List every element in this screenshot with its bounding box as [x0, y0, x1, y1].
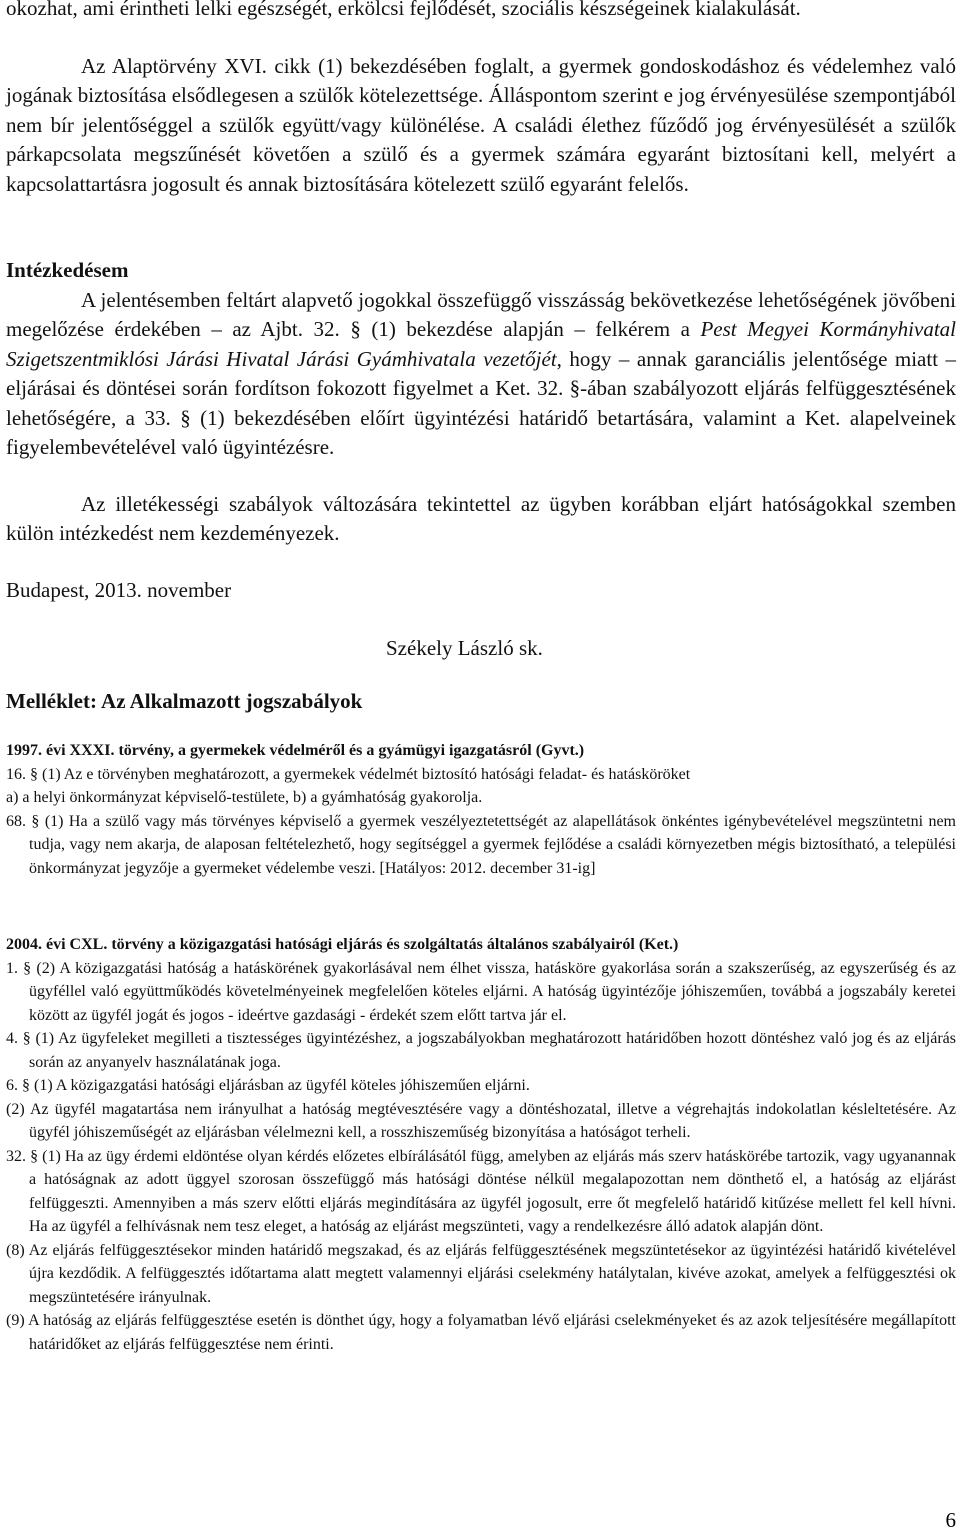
document-page: [6, 0, 956, 1537]
measure-text-b: , hogy – annak garanciális jelentősége miatt – eljárásai és döntései során fordítson fokozott figyelmet a Ket. 32. §-ában szabályozott eljárás felfüggesztésének lehetőségére, a 33. § (1) bekezdésében előírt ügyintézési határidő betartására, valamint a Ket. alapelveinek figyelembevételével való ügyintézésre.: [6, 346, 957, 460]
measure-text-a: A jelentésemben feltárt alapvető jogokkal összefüggő visszásság bekövetkezése lehetőségének jövőbeni megelőzése érdekében – az Ajbt. 32. § (1) bekezdése alapján – felkérem a: [6, 288, 956, 342]
ket-section-1: 1. § (2) A közigazgatási hatóság a hatáskörének gyakorlásával nem élhet vissza, hatásköre gyakorlása során a szakszerűség, az egyszerűség és az ügyféllel való együttműködés követelményeinek megfelelően köteles eljárni. A hatóság ügyintézője jóhiszeműen, továbbá a jogszabály keretei között az ügyfél jogát és jogos - ideértve gazdasági - érdekét szem előtt tartva jár el.: [6, 959, 956, 1024]
annex-title: Melléklet: Az Alkalmazott jogszabályok: [6, 689, 363, 713]
law-ket-title: 2004. évi CXL. törvény a közigazgatási hatósági eljárás és szolgáltatás általános szabályairól (Ket.): [6, 936, 679, 953]
place-date: Budapest, 2013. november: [6, 578, 232, 602]
law-gyvt: [6, 739, 956, 880]
ket-section-4: 4. § (1) Az ügyfeleket megilleti a tisztességes ügyintézéshez, a jogszabályokban meghatározott határidőben hozott döntéshez való jog és az eljárás során az anyanyelv használatának joga.: [6, 1030, 956, 1071]
gyvt-section-16-items: a) a helyi önkormányzat képviselő-testülete, b) a gyámhatóság gyakorolja.: [6, 789, 483, 806]
measure-paragraph-1: [6, 286, 956, 462]
signature: Székely László sk.: [386, 636, 543, 660]
ket-section-6: 6. § (1) A közigazgatási hatósági eljárásban az ügyfél köteles jóhiszeműen eljárni.: [6, 1077, 530, 1094]
gyvt-section-68: 68. § (1) Ha a szülő vagy más törvényes képviselő a gyermek veszélyeztetettségét az alapellátások önkéntes igénybevételével megszüntetni nem tudja, vagy nem akarja, de alaposan feltételezhető, hogy segítséggel a gyermek fejlődése a családi környezetben mégis biztosítható, a települési önkormányzat jegyzője a gyermeket védelembe veszi. [Hatályos: 2012. december 31-ig]: [6, 812, 956, 877]
page-number: 6: [945, 1508, 956, 1532]
law-gyvt-title: 1997. évi XXXI. törvény, a gyermekek védelméről és a gyámügyi igazgatásról (Gyvt.): [6, 742, 585, 759]
law-ket: [6, 933, 956, 1356]
measure-paragraph-2: Az illetékességi szabályok változására tekintettel az ügyben korábban eljárt hatóságokkal szemben külön intézkedést nem kezdeményezek.: [6, 492, 956, 546]
ket-section-32-9: (9) A hatóság az eljárás felfüggesztése esetén is dönthet úgy, hogy a folyamatban lévő eljárási cselekményeket és az azok teljesítésére megállapított határidőket az eljárás felfüggesztése nem érinti.: [6, 1312, 956, 1353]
measure-heading: Intézkedésem: [6, 258, 129, 282]
intro-paragraph-1: okozhat, ami érintheti lelki egészségét, erkölcsi fejlődését, szociális készségeinek kialakulását.: [6, 0, 801, 20]
measure-addressee: Pest Megyei Kormányhivatal Szigetszentmiklósi Járási Hivatal Járási Gyámhivatala vezetőjét: [6, 317, 956, 371]
intro-paragraph-2: Az Alaptörvény XVI. cikk (1) bekezdésében foglalt, a gyermek gondoskodáshoz és védelemhez való jogának biztosítása elsődlegesen a szülők kötelezettsége. Álláspontom szerint e jog érvényesülése szempontjából nem bír jelentőséggel a szülők együtt/vagy különélése. A családi élethez fűződő jog érvényesülését a szülők párkapcsolata megszűnését követően a szülő és a gyermek számára egyaránt biztosítani kell, melyért a kapcsolattartásra jogosult és annak biztosítására kötelezett szülő egyaránt felelős.: [6, 54, 956, 196]
gyvt-section-16: 16. § (1) Az e törvényben meghatározott, a gyermekek védelmét biztosító hatósági feladat- és hatásköröket: [6, 765, 691, 783]
ket-section-6-2: (2) Az ügyfél magatartása nem irányulhat a hatóság megtévesztésére vagy a döntéshozatal, illetve a végrehajtás indokolatlan késleltetésére. Az ügyfél jóhiszeműségét az eljárásban vélelmezni kell, a rosszhiszeműség bizonyítása a hatóságot terheli.: [6, 1100, 956, 1141]
ket-section-32-8: (8) Az eljárás felfüggesztésekor minden határidő megszakad, és az eljárás felfüggesztésének megszüntetésekor az ügyintézési határidő kivételével újra kezdődik. A felfüggesztés időtartama alatt megtett valamennyi eljárási cselekmény hatálytalan, kivéve azokat, amelyek a felfüggesztési ok megszüntetésére irányulnak.: [6, 1241, 956, 1306]
ket-section-32: 32. § (1) Ha az ügy érdemi eldöntése olyan kérdés előzetes elbírálásától függ, amelyben az eljárás más szerv hatáskörébe tartozik, vagy ugyanannak a hatóságnak az adott üggyel szorosan összefüggő más hatósági döntése nélkül megalapozottan nem dönthető el, a hatóság az eljárást felfüggeszti. Amennyiben a más szerv előtti eljárás megindítására az ügyfél jogosult, erre őt megfelelő határidő kitűzése mellett fel kell hívni. Ha az ügyfél a felhívásnak nem tesz eleget, a hatóság az eljárást megszünteti, vagy a rendelkezésre álló adatok alapján dönt.: [6, 1147, 956, 1235]
